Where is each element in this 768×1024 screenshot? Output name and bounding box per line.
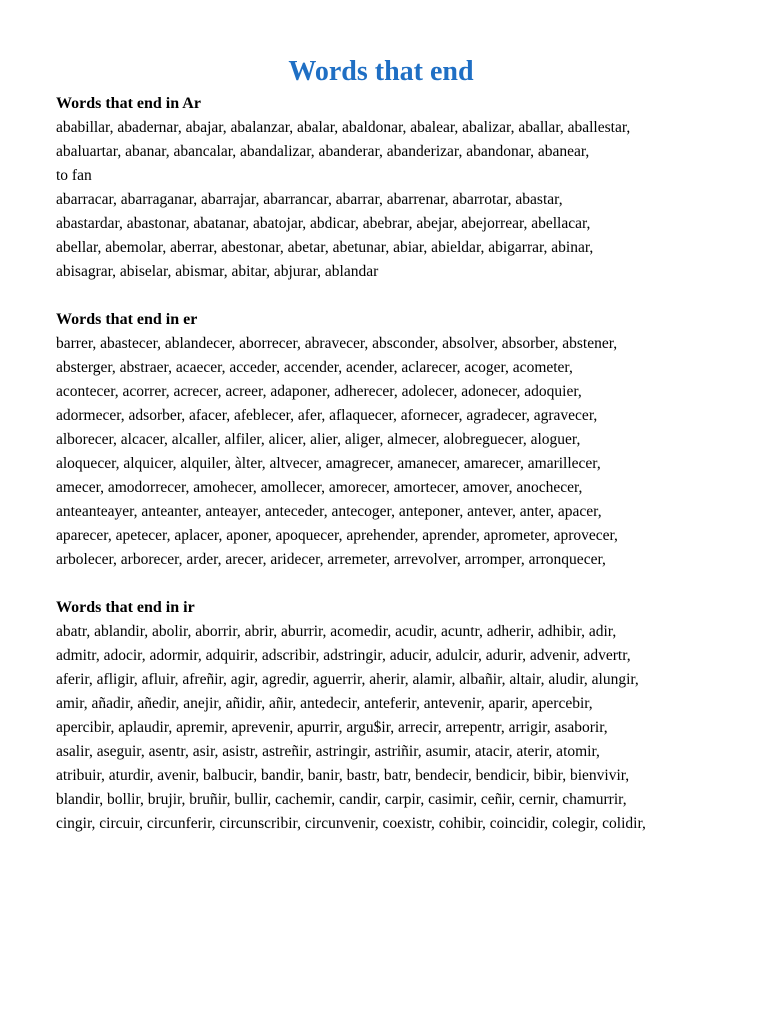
- word-line: alborecer, alcacer, alcaller, alfiler, alicer, alier, aliger, almecer, alobreguecer, aloguer,: [56, 431, 581, 448]
- word-line: acontecer, acorrer, acrecer, acreer, adaponer, adherecer, adolecer, adonecer, adoquier,: [56, 383, 582, 400]
- word-line: abaluartar, abanar, abancalar, abandalizar, abanderar, abanderizar, abandonar, abanear,: [56, 143, 590, 160]
- word-line: to fan: [56, 167, 92, 184]
- word-line: abisagrar, abiselar, abismar, abitar, abjurar, ablandar: [56, 263, 379, 280]
- word-line: adormecer, adsorber, afacer, afeblecer, afer, aflaquecer, afornecer, agradecer, agravecer,: [56, 407, 598, 424]
- word-line: atribuir, aturdir, avenir, balbucir, bandir, banir, bastr, batr, bendecir, bendicir, bibir, bienvivir,: [56, 767, 630, 784]
- document-page: [56, 52, 756, 836]
- word-line: cingir, circuir, circunferir, circunscribir, circunvenir, coexistr, cohibir, coincidir, colegir, colidir,: [56, 815, 646, 832]
- word-line: aloquecer, alquicer, alquiler, àlter, altvecer, amagrecer, amanecer, amarecer, amarillecer,: [56, 455, 601, 472]
- word-line: aferir, afligir, afluir, afreñir, agir, agredir, aguerrir, aherir, alamir, albañir, altair, aludir, alungir,: [56, 671, 639, 688]
- section-ar: [56, 92, 756, 284]
- word-line: barrer, abastecer, ablandecer, aborrecer, abravecer, absconder, absolver, absorber, abstener,: [56, 335, 618, 352]
- word-line: anteanteayer, anteanter, anteayer, anteceder, antecoger, anteponer, antever, anter, apacer,: [56, 503, 602, 520]
- word-line: absterger, abstraer, acaecer, acceder, accender, acender, aclarecer, acoger, acometer,: [56, 359, 573, 376]
- word-line: blandir, bollir, brujir, bruñir, bullir, cachemir, candir, carpir, casimir, ceñir, cernir, chamurrir,: [56, 791, 627, 808]
- word-line: admitr, adocir, adormir, adquirir, adscribir, adstringir, aducir, adulcir, adurir, advenir, advertr,: [56, 647, 631, 664]
- word-line: asalir, aseguir, asentr, asir, asistr, astreñir, astringir, astriñir, asumir, atacir, aterir, atomir,: [56, 743, 600, 760]
- word-line: arbolecer, arborecer, arder, arecer, aridecer, arremeter, arrevolver, arromper, arronquecer,: [56, 551, 606, 568]
- section-ir: [56, 596, 756, 836]
- word-line: aparecer, apetecer, aplacer, aponer, apoquecer, aprehender, aprender, aprometer, aprovecer,: [56, 527, 618, 544]
- section-heading: Words that end in Ar: [56, 95, 201, 112]
- section-heading: Words that end in ir: [56, 599, 195, 616]
- word-line: amir, añadir, añedir, anejir, añidir, añir, antedecir, anteferir, antevenir, aparir, apercebir,: [56, 695, 593, 712]
- section-er: [56, 308, 756, 572]
- word-line: abarracar, abarraganar, abarrajar, abarrancar, abarrar, abarrenar, abarrotar, abastar,: [56, 191, 563, 208]
- section-heading: Words that end in er: [56, 311, 198, 328]
- document-title: Words that end: [288, 56, 474, 87]
- word-line: ababillar, abadernar, abajar, abalanzar, abalar, abaldonar, abalear, abalizar, aballar, aballestar,: [56, 119, 631, 136]
- word-line: amecer, amodorrecer, amohecer, amollecer, amorecer, amortecer, amover, anochecer,: [56, 479, 583, 496]
- word-line: abellar, abemolar, aberrar, abestonar, abetar, abetunar, abiar, abieldar, abigarrar, abinar,: [56, 239, 594, 256]
- word-line: apercibir, aplaudir, apremir, aprevenir, apurrir, argu$ir, arrecir, arrepentr, arrigir, asaborir,: [56, 719, 608, 736]
- word-line: abatr, ablandir, abolir, aborrir, abrir, aburrir, acomedir, acudir, acuntr, adherir, adhibir, adir,: [56, 623, 617, 640]
- word-line: abastardar, abastonar, abatanar, abatojar, abdicar, abebrar, abejar, abejorrear, abellacar,: [56, 215, 591, 232]
